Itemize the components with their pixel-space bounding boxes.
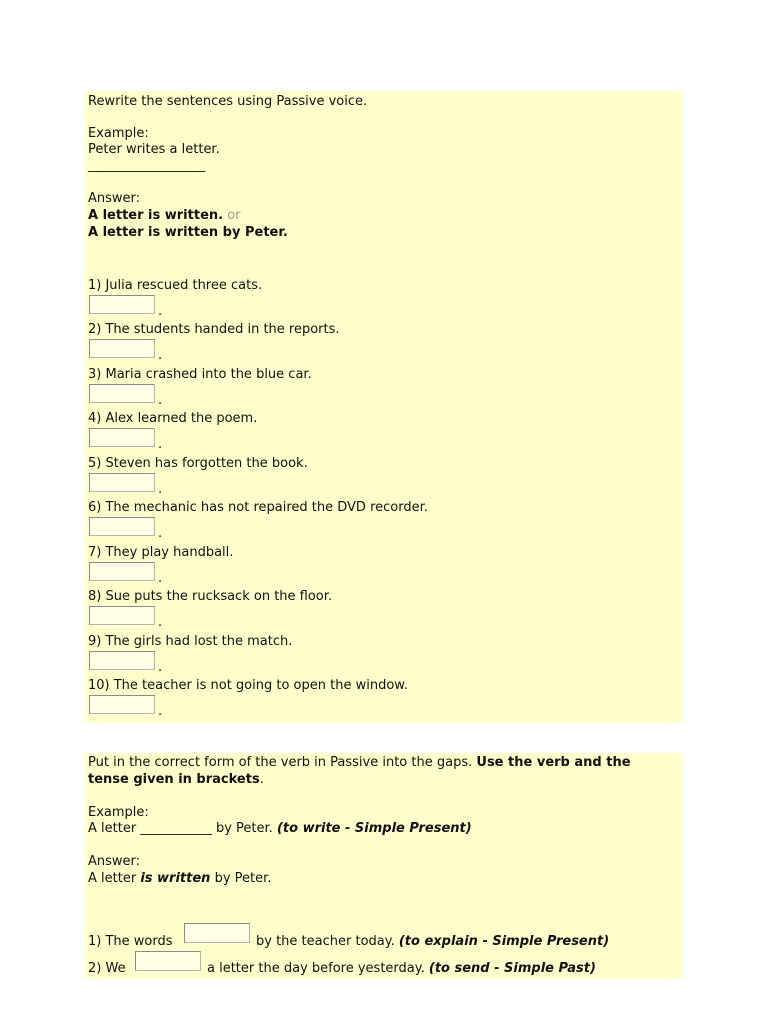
gap-input-1[interactable]: [184, 923, 250, 943]
gap-question-1-pre: 1) The words: [88, 934, 173, 949]
answer-input-2[interactable]: [89, 339, 155, 358]
period: .: [158, 393, 163, 408]
answer-1: A letter is written.: [88, 208, 224, 223]
answer-post: by Peter.: [214, 871, 272, 886]
answer-input-8[interactable]: [89, 606, 155, 625]
period: .: [158, 571, 163, 586]
example-post: by Peter.: [215, 821, 273, 836]
example-label: Example:: [88, 805, 149, 820]
period: .: [158, 482, 163, 497]
question-4: 4) Alex learned the poem.: [88, 411, 258, 426]
period: .: [158, 304, 163, 319]
answer-line: [88, 871, 271, 887]
example-blank: __________________: [88, 158, 205, 173]
gap-question-2-rest: [207, 961, 596, 977]
period: .: [158, 660, 163, 675]
question-10: 10) The teacher is not going to open the window.: [88, 678, 408, 693]
answer-input-4[interactable]: [89, 428, 155, 447]
gap-question-2-post: a letter the day before yesterday.: [207, 961, 425, 976]
example-blank: ___________: [140, 821, 212, 836]
answer-input-10[interactable]: [89, 695, 155, 714]
gap-question-1-rest: [256, 934, 609, 950]
answer-input-5[interactable]: [89, 473, 155, 492]
answer-input-1[interactable]: [89, 295, 155, 314]
answer-2: A letter is written by Peter.: [88, 225, 288, 240]
answer-input-3[interactable]: [89, 384, 155, 403]
exercise-2-instruction-line-2: tense given in brackets.: [88, 772, 264, 787]
example-pre: A letter: [88, 821, 137, 836]
period: .: [158, 437, 163, 452]
answer-line-1: [88, 208, 241, 224]
period: .: [158, 704, 163, 719]
question-3: 3) Maria crashed into the blue car.: [88, 367, 312, 382]
gap-input-2[interactable]: [135, 951, 201, 971]
question-7: 7) They play handball.: [88, 545, 234, 560]
answer-input-7[interactable]: [89, 562, 155, 581]
example-hint: (to write - Simple Present): [276, 821, 472, 836]
answer-pre: A letter: [88, 871, 137, 886]
question-8: 8) Sue puts the rucksack on the floor.: [88, 589, 333, 604]
answer-label: Answer:: [88, 191, 141, 206]
example-line: [88, 821, 472, 837]
example-sentence: Peter writes a letter.: [88, 142, 220, 157]
instruction-plain: Put in the correct form of the verb in Passive into the gaps.: [88, 755, 473, 770]
question-2: 2) The students handed in the reports.: [88, 322, 340, 337]
exercise-1-instruction: Rewrite the sentences using Passive voice.: [88, 94, 368, 109]
answer-label: Answer:: [88, 854, 141, 869]
gap-question-2-hint: (to send - Simple Past): [428, 961, 596, 976]
question-9: 9) The girls had lost the match.: [88, 634, 293, 649]
question-6: 6) The mechanic has not repaired the DVD recorder.: [88, 500, 428, 515]
exercise-2-panel: [85, 753, 683, 979]
period: .: [158, 615, 163, 630]
exercise-2-instruction-line-1: Put in the correct form of the verb in Passive into the gaps. Use the verb and the: [88, 755, 631, 770]
gap-question-1-post: by the teacher today.: [256, 934, 395, 949]
period: .: [158, 348, 163, 363]
answer-or: or: [227, 208, 241, 223]
question-1: 1) Julia rescued three cats.: [88, 278, 263, 293]
question-5: 5) Steven has forgotten the book.: [88, 456, 308, 471]
answer-input-6[interactable]: [89, 517, 155, 536]
exercise-1-panel: [85, 91, 683, 723]
example-label: Example:: [88, 126, 149, 141]
period: .: [158, 526, 163, 541]
answer-input-9[interactable]: [89, 651, 155, 670]
gap-question-2-pre: 2) We: [88, 961, 126, 976]
gap-question-1-hint: (to explain - Simple Present): [398, 934, 610, 949]
answer-verb: is written: [140, 871, 211, 886]
